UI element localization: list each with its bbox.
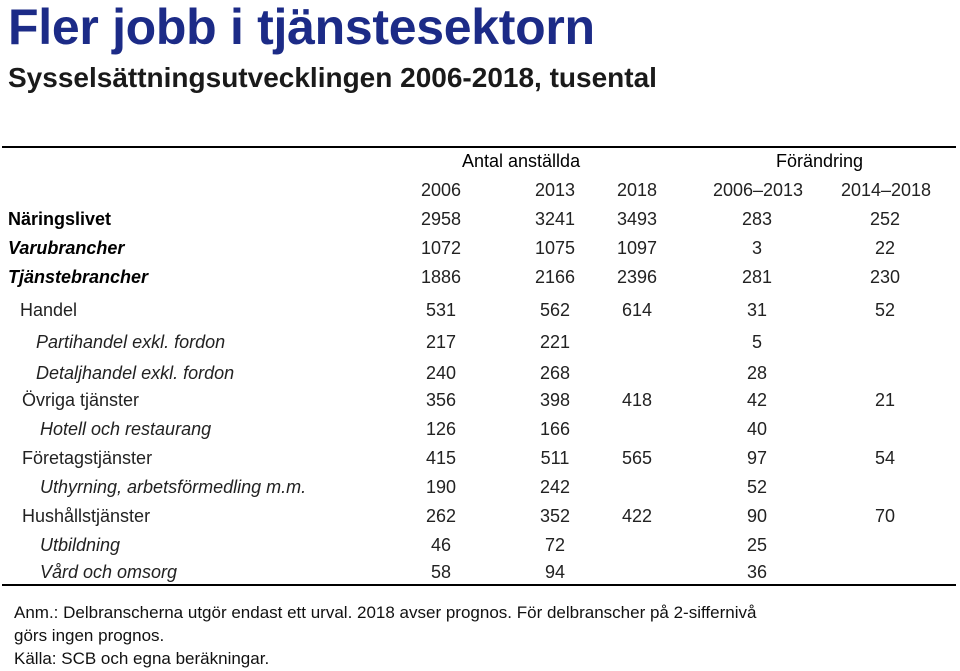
table-row (0, 263, 960, 291)
cell-change-2006-2013: 42 (746, 390, 768, 410)
cell-2013: 352 (539, 506, 571, 526)
column-header-row (0, 176, 960, 204)
cell-change-2006-2013: 36 (746, 562, 768, 582)
table-row (0, 502, 960, 530)
cell-2013: 3241 (534, 209, 576, 229)
cell-change-2014-2018: 54 (874, 448, 896, 468)
table-row (0, 359, 960, 387)
row-label: Företagstjänster (22, 448, 153, 468)
page-title: Fler jobb i tjänstesektorn (8, 0, 595, 55)
cell-2013: 72 (544, 535, 566, 555)
cell-change-2014-2018: 52 (874, 300, 896, 320)
cell-2013: 398 (539, 390, 571, 410)
cell-change-2006-2013: 31 (746, 300, 768, 320)
cell-2018: 422 (621, 506, 653, 526)
row-label: Näringslivet (8, 209, 112, 229)
cell-change-2006-2013: 25 (746, 535, 768, 555)
cell-2006: 1886 (420, 267, 462, 287)
cell-change-2006-2013: 5 (751, 332, 762, 352)
row-label: Vård och omsorg (40, 562, 178, 582)
cell-change-2014-2018: 22 (874, 238, 896, 258)
footnote-line: görs ingen prognos. (14, 626, 165, 645)
table-row (0, 386, 960, 414)
source-line: Källa: SCB och egna beräkningar. (14, 649, 270, 668)
cell-change-2006-2013: 40 (746, 419, 768, 439)
group-header-employed: Antal anställda (462, 151, 581, 171)
cell-2018: 1097 (616, 238, 658, 258)
table-row (0, 296, 960, 324)
group-header-change: Förändring (776, 151, 864, 171)
cell-2013: 2166 (534, 267, 576, 287)
table-bottom-rule (2, 584, 956, 586)
cell-2006: 58 (430, 562, 452, 582)
cell-2018: 614 (621, 300, 653, 320)
column-header-change-2014-2018: 2014–2018 (840, 180, 932, 200)
cell-change-2006-2013: 90 (746, 506, 768, 526)
cell-change-2014-2018: 21 (874, 390, 896, 410)
cell-change-2014-2018: 70 (874, 506, 896, 526)
cell-2013: 1075 (534, 238, 576, 258)
row-label: Övriga tjänster (22, 390, 140, 410)
cell-2013: 221 (539, 332, 571, 352)
footnotes (14, 601, 954, 670)
row-label: Detaljhandel exkl. fordon (36, 363, 235, 383)
table-row (0, 328, 960, 356)
column-header-2018: 2018 (616, 180, 658, 200)
cell-2006: 217 (425, 332, 457, 352)
row-label: Hotell och restaurang (40, 419, 212, 439)
cell-2018: 565 (621, 448, 653, 468)
cell-2006: 2958 (420, 209, 462, 229)
cell-change-2006-2013: 97 (746, 448, 768, 468)
cell-change-2006-2013: 283 (741, 209, 773, 229)
table-row (0, 558, 960, 586)
cell-2013: 511 (540, 448, 570, 468)
column-header-2013: 2013 (534, 180, 576, 200)
table-row (0, 234, 960, 262)
cell-2006: 262 (425, 506, 457, 526)
cell-change-2014-2018: 252 (869, 209, 901, 229)
cell-2013: 166 (539, 419, 571, 439)
cell-2006: 240 (425, 363, 457, 383)
row-label: Tjänstebrancher (8, 267, 149, 287)
cell-change-2006-2013: 52 (746, 477, 768, 497)
cell-change-2006-2013: 28 (746, 363, 768, 383)
row-label: Utbildning (40, 535, 121, 555)
cell-2013: 94 (544, 562, 566, 582)
cell-2013: 242 (539, 477, 571, 497)
cell-2006: 46 (430, 535, 452, 555)
table-row (0, 415, 960, 443)
cell-2006: 415 (425, 448, 457, 468)
row-label: Hushållstjänster (22, 506, 151, 526)
page-subtitle: Sysselsättningsutvecklingen 2006-2018, tusental (8, 62, 657, 93)
cell-change-2006-2013: 281 (741, 267, 773, 287)
cell-change-2014-2018: 230 (869, 267, 901, 287)
column-header-change-2006-2013: 2006–2013 (712, 180, 804, 200)
table-row (0, 473, 960, 501)
row-label: Varubrancher (8, 238, 125, 258)
footnote-line: Anm.: Delbranscherna utgör endast ett urval. 2018 avser prognos. För delbranscher på 2-siffernivå (14, 603, 757, 622)
cell-2018: 418 (621, 390, 653, 410)
row-label: Uthyrning, arbetsförmedling m.m. (40, 477, 307, 497)
cell-2006: 356 (425, 390, 457, 410)
cell-2006: 1072 (420, 238, 462, 258)
column-header-2006: 2006 (420, 180, 462, 200)
table-row (0, 444, 960, 472)
row-label: Partihandel exkl. fordon (36, 332, 226, 352)
cell-2006: 126 (425, 419, 457, 439)
table-row (0, 205, 960, 233)
cell-2018: 3493 (616, 209, 658, 229)
cell-2013: 268 (539, 363, 571, 383)
cell-change-2006-2013: 3 (751, 238, 762, 258)
cell-2013: 562 (539, 300, 571, 320)
cell-2018: 2396 (616, 267, 658, 287)
row-label: Handel (20, 300, 78, 320)
cell-2006: 531 (425, 300, 457, 320)
cell-2006: 190 (425, 477, 457, 497)
table-row (0, 531, 960, 559)
